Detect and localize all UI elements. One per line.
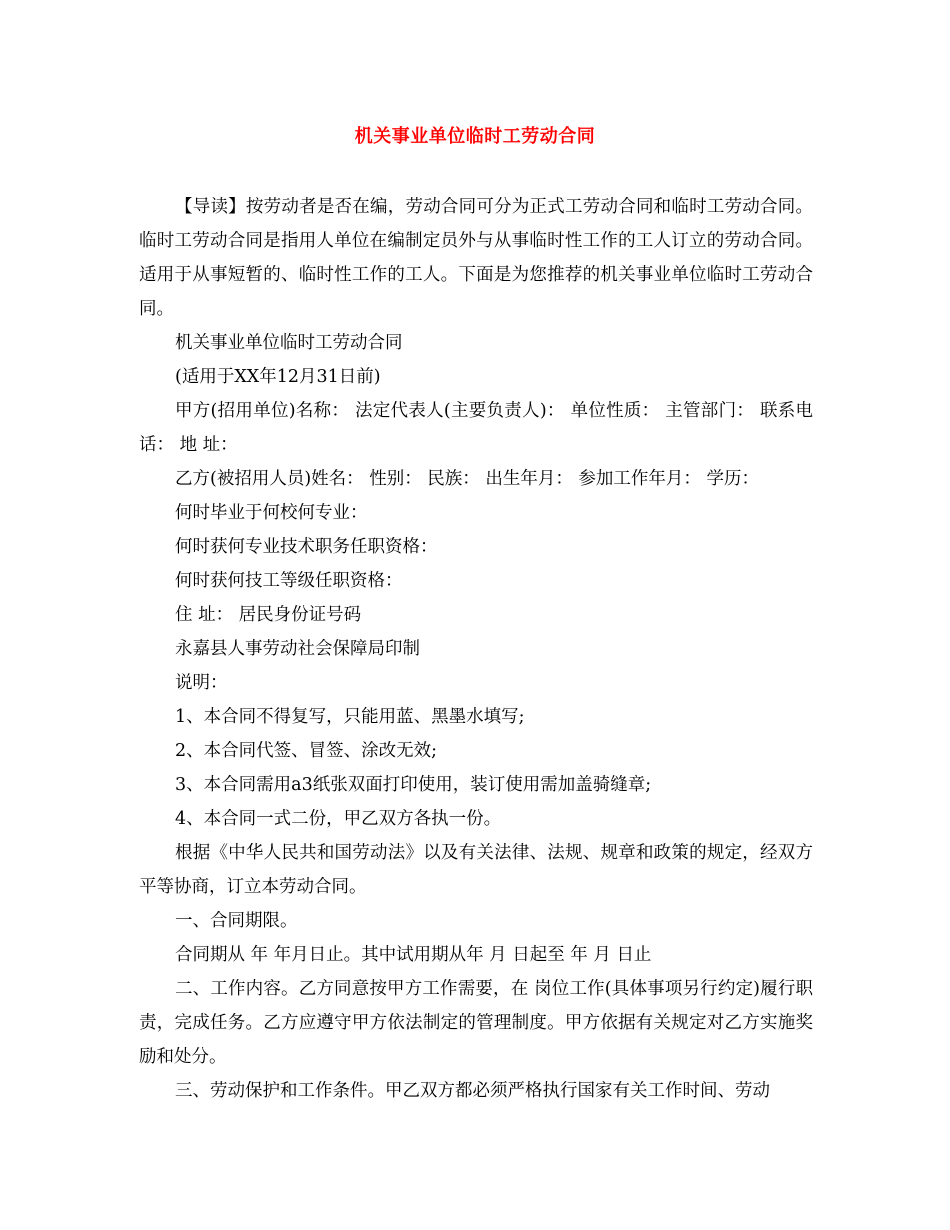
paragraph-notes-heading: 说明： xyxy=(175,673,228,693)
paragraph-note-3: 3、本合同需用a3纸张双面打印使用，装订使用需加盖骑缝章; xyxy=(175,775,652,795)
paragraph-applicable-date: (适用于XX年12月31日前) xyxy=(175,367,381,387)
paragraph-legal-basis: 根据《中华人民共和国劳动法》以及有关法律、法规、规章和政策的规定，经双方平等协商，订立本劳动合同。 xyxy=(139,843,813,897)
document-body xyxy=(139,190,813,1108)
paragraph-contract-term: 合同期从 年 年月日止。其中试用期从年 月 日起至 年 月 日止 xyxy=(175,945,652,965)
paragraph-party-b: 乙方(被招用人员)姓名： 性别： 民族： 出生年月： 参加工作年月： 学历： xyxy=(175,469,759,489)
paragraph-note-1: 1、本合同不得复写，只能用蓝、黑墨水填写; xyxy=(175,707,525,727)
paragraph-graduation: 何时毕业于何校何专业： xyxy=(175,503,368,523)
paragraph-note-2: 2、本合同代签、冒签、涂改无效; xyxy=(175,741,438,761)
paragraph-party-a: 甲方(招用单位)名称： 法定代表人(主要负责人)： 单位性质： 主管部门： 联系电话： 地 址： xyxy=(139,401,813,455)
paragraph-section-1-heading: 一、合同期限。 xyxy=(175,911,298,931)
paragraph-contract-name: 机关事业单位临时工劳动合同 xyxy=(175,333,403,353)
paragraph-note-4: 4、本合同一式二份，甲乙双方各执一份。 xyxy=(175,809,502,829)
document-title: 机关事业单位临时工劳动合同 xyxy=(354,126,596,147)
paragraph-address-id: 住 址： 居民身份证号码 xyxy=(175,605,362,625)
paragraph-intro: 【导读】按劳动者是否在编，劳动合同可分为正式工劳动合同和临时工劳动合同。临时工劳动合同是指用人单位在编制定员外与从事临时性工作的工人订立的劳动合同。适用于从事短暂的、临时性工作的工人。下面是为您推荐的机关事业单位临时工劳动合同。 xyxy=(139,197,813,319)
paragraph-printer: 永嘉县人事劳动社会保障局印制 xyxy=(175,639,420,659)
paragraph-technical-grade: 何时获何技工等级任职资格： xyxy=(175,571,403,591)
paragraph-section-2-work: 二、工作内容。乙方同意按甲方工作需要，在 岗位工作(具体事项另行约定)履行职责，完成任务。乙方应遵守甲方依法制定的管理制度。甲方依据有关规定对乙方实施奖励和处分。 xyxy=(139,979,813,1067)
paragraph-section-3-protection: 三、劳动保护和工作条件。甲乙双方都必须严格执行国家有关工作时间、劳动 xyxy=(175,1081,770,1101)
paragraph-professional-title: 何时获何专业技术职务任职资格： xyxy=(175,537,438,557)
